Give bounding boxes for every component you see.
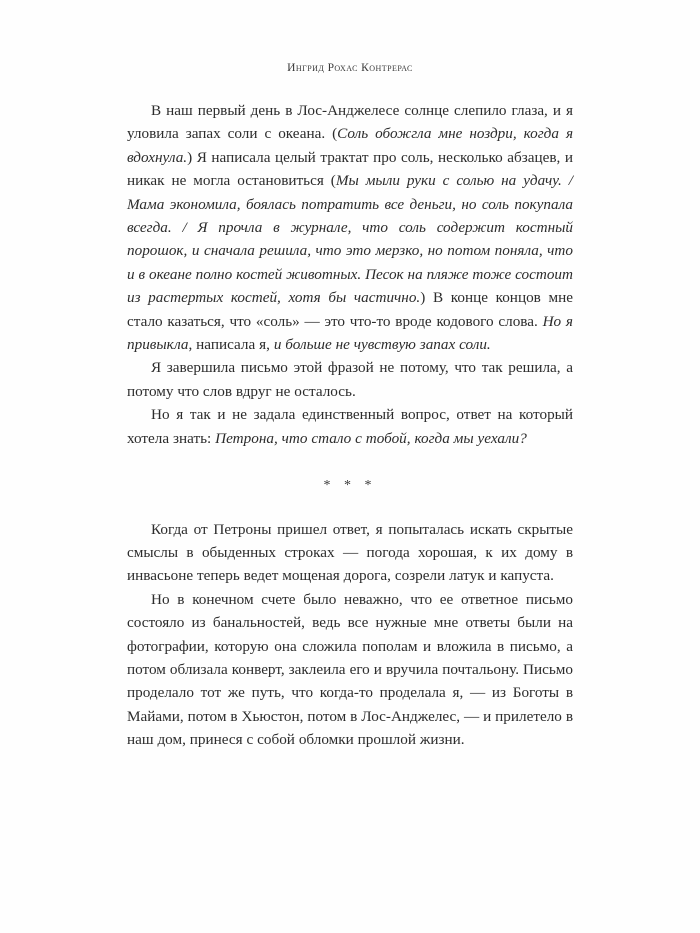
text-run-roman: Когда от Петроны пришел ответ, я попыталась искать скрытые смыслы в обыденных строках — погода хорошая, к их дому в инвасьоне теперь ведет мощеная дорога, созрели латук и капуста. — [127, 520, 573, 585]
paragraph-1 — [127, 99, 573, 356]
paragraph-5 — [127, 588, 573, 752]
text-run-italic: и больше не чувствую запах соли. — [273, 336, 491, 354]
text-run-roman: В наш первый день в Лос-Анджелесе солнце слепило глаза, и я уловила запах соли с океана. ( — [127, 102, 573, 143]
running-head: Ингрид Рохас Контрерас — [287, 62, 413, 74]
text-run-roman: , написала я, — [188, 336, 274, 354]
paragraph-4 — [127, 518, 573, 588]
text-run-roman: Но я так и не задала единственный вопрос, ответ на который хотела знать: — [127, 406, 573, 447]
text-run-italic: Мы мыли руки с солью на удачу. / Мама экономила, боялась потратить все деньги, но соль покупала всегда. / Я прочла в журнале, что соль содержит костный порошок, и сначала решила, что это мерзко, но потом поняла, что и в океане полно костей животных. Песок на пляже тоже состоит из растертых костей, хотя бы частично. — [127, 172, 573, 307]
text-run-italic: Петрона, что стало с тобой, когда мы уехали? — [215, 429, 527, 447]
paragraph-2 — [127, 356, 573, 403]
text-run-roman: Но в конечном счете было неважно, что ее ответное письмо состояло из банальностей, ведь все нужные мне ответы были на фотографии, которую она сложила пополам и вложила в письмо, а потом облизала конверт, заклеила его и вручила почтальону. Письмо проделало тот же путь, что когда-то проделала я, — из Боготы в Майами, потом в Хьюстон, потом в Лос-Анджелес, — и прилетело в наш дом, принеся с собой обломки прошлой жизни. — [127, 590, 573, 749]
text-run-italic: Соль обожгла мне ноздри, когда я вдохнула. — [127, 125, 573, 166]
text-run-roman: Я завершила письмо этой фразой не потому, что так решила, а потому что слов вдруг не осталось. — [127, 359, 573, 400]
text-run-italic: Но я привыкла — [127, 312, 573, 354]
text-run-roman: ) Я написала целый трактат про соль, несколько абзацев, и никак не могла остановиться ( — [127, 148, 573, 190]
paragraph-3 — [127, 403, 573, 450]
scene-break-ornament: * * * — [323, 478, 377, 494]
page-text-block — [127, 99, 573, 752]
text-run-roman: ) В конце концов мне стало казаться, что «соль» — это что-то вроде кодового слова. — [127, 289, 573, 330]
